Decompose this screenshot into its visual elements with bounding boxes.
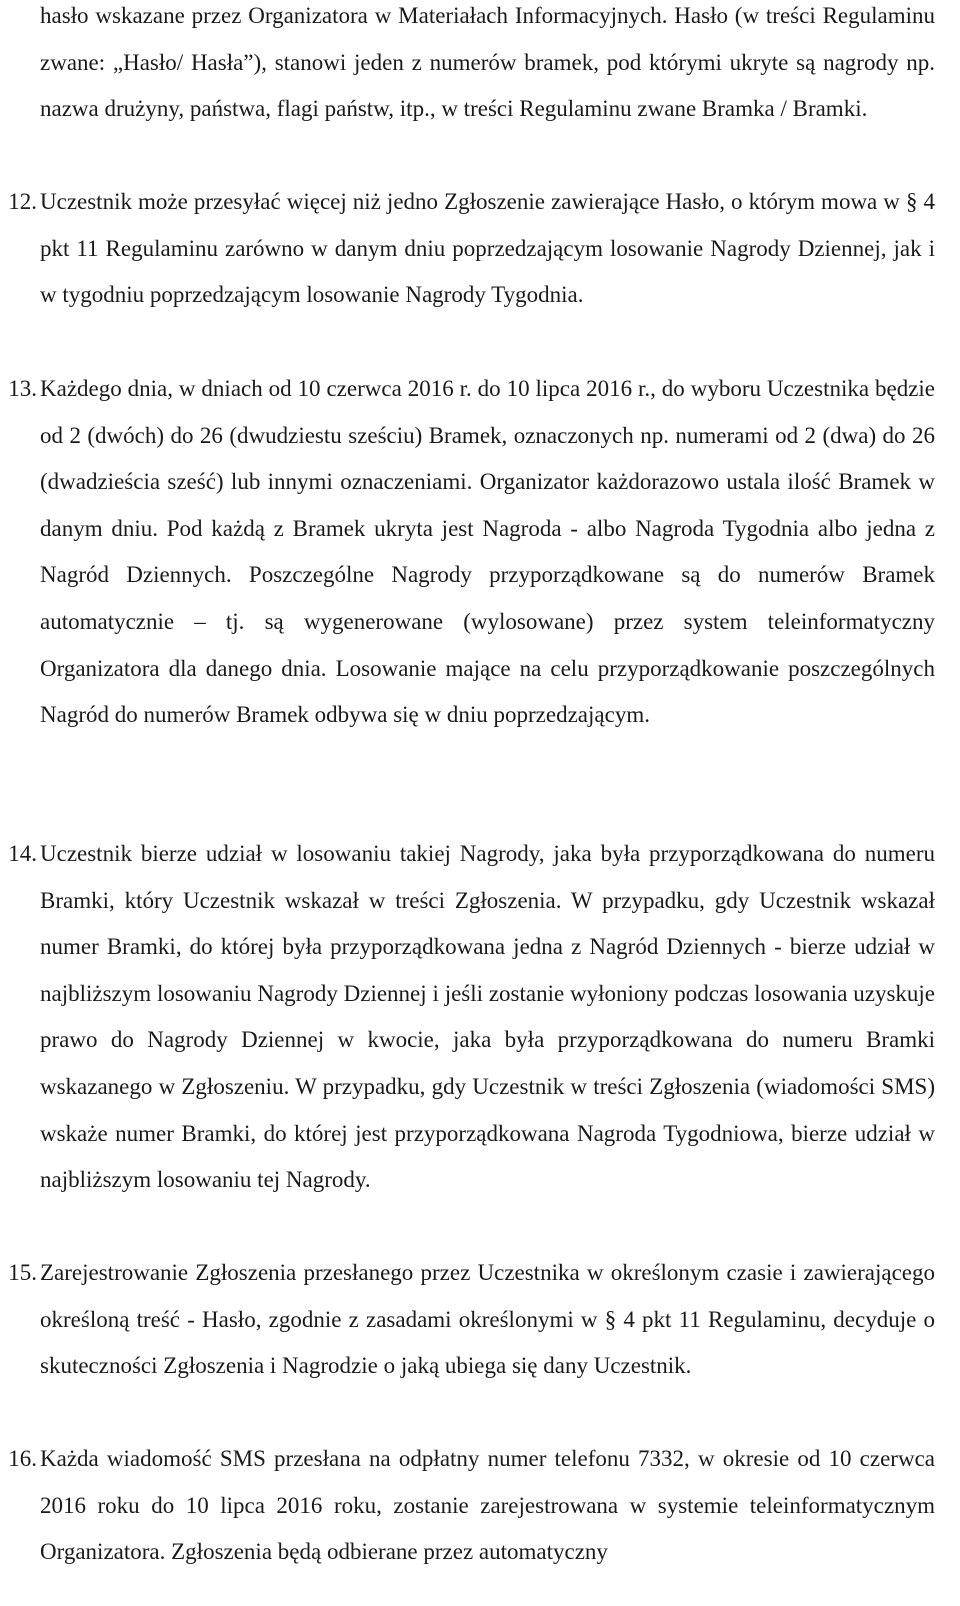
item-number: 14. (8, 841, 37, 866)
item-number: 16. (8, 1446, 37, 1471)
list-item (8, 1250, 935, 1390)
item-text: Uczestnik bierze udział w losowaniu takiej Nagrody, jaka była przyporządkowana do numeru Bramki, który Uczestnik wskazał w treści Zgłoszenia. W przypadku, gdy Uczestnik wskazał numer Bramki, do której była przyporządkowana jedna z Nagród Dziennych - bierze udział w najbliższym losowaniu Nagrody Dziennej i jeśli zostanie wyłoniony podczas losowania uzyskuje prawo do Nagrody Dziennej w kwocie, jaka była przyporządkowana do numeru Bramki wskazanego w Zgłoszeniu. W przypadku, gdy Uczestnik w treści Zgłoszenia (wiadomości SMS) wskaże numer Bramki, do której jest przyporządkowana Nagroda Tygodniowa, bierze udział w najbliższym losowaniu tej Nagrody. (40, 841, 935, 1193)
item-number: 12. (8, 189, 37, 214)
item-number: 15. (8, 1260, 37, 1285)
list-item (8, 831, 935, 1204)
item-text: Każda wiadomość SMS przesłana na odpłatny numer telefonu 7332, w okresie od 10 czerwca 2016 roku do 10 lipca 2016 roku, zostanie zarejestrowana w systemie teleinformatycznym Organizatora. Zgłoszenia będą odbierane przez automatyczny (40, 1446, 935, 1565)
list-item (8, 1436, 935, 1576)
intro-paragraph: hasło wskazane przez Organizatora w Materiałach Informacyjnych. Hasło (w treści Regulaminu zwane: „Hasło/ Hasła”), stanowi jeden z numerów bramek, pod którymi ukryte są nagrody np. nazwa drużyny, państwa, flagi państw, itp., w treści Regulaminu zwane Bramka / Bramki. (40, 3, 935, 122)
list-item (8, 366, 935, 739)
item-text: Uczestnik może przesyłać więcej niż jedno Zgłoszenie zawierające Hasło, o którym mowa w § 4 pkt 11 Regulaminu zarówno w danym dniu poprzedzającym losowanie Nagrody Dziennej, jak i w tygodniu poprzedzającym losowanie Nagrody Tygodnia. (40, 189, 935, 308)
item-text: Każdego dnia, w dniach od 10 czerwca 2016 r. do 10 lipca 2016 r., do wyboru Uczestnika będzie od 2 (dwóch) do 26 (dwudziestu sześciu) Bramek, oznaczonych np. numerami od 2 (dwa) do 26 (dwadzieścia sześć) lub innymi oznaczeniami. Organizator każdorazowo ustala ilość Bramek w danym dniu. Pod każdą z Bramek ukryta jest Nagroda - albo Nagroda Tygodnia albo jedna z Nagród Dziennych. Poszczególne Nagrody przyporządkowane są do numerów Bramek automatycznie – tj. są wygenerowane (wylosowane) przez system teleinformatyczny Organizatora dla danego dnia. Losowanie mające na celu przyporządkowanie poszczególnych Nagród do numerów Bramek odbywa się w dniu poprzedzającym. (40, 376, 935, 728)
item-number: 13. (8, 376, 37, 401)
item-text: Zarejestrowanie Zgłoszenia przesłanego przez Uczestnika w określonym czasie i zawierającego określoną treść - Hasło, zgodnie z zasadami określonymi w § 4 pkt 11 Regulaminu, decyduje o skuteczności Zgłoszenia i Nagrodzie o jaką ubiega się dany Uczestnik. (40, 1260, 935, 1379)
list-item (8, 179, 935, 319)
